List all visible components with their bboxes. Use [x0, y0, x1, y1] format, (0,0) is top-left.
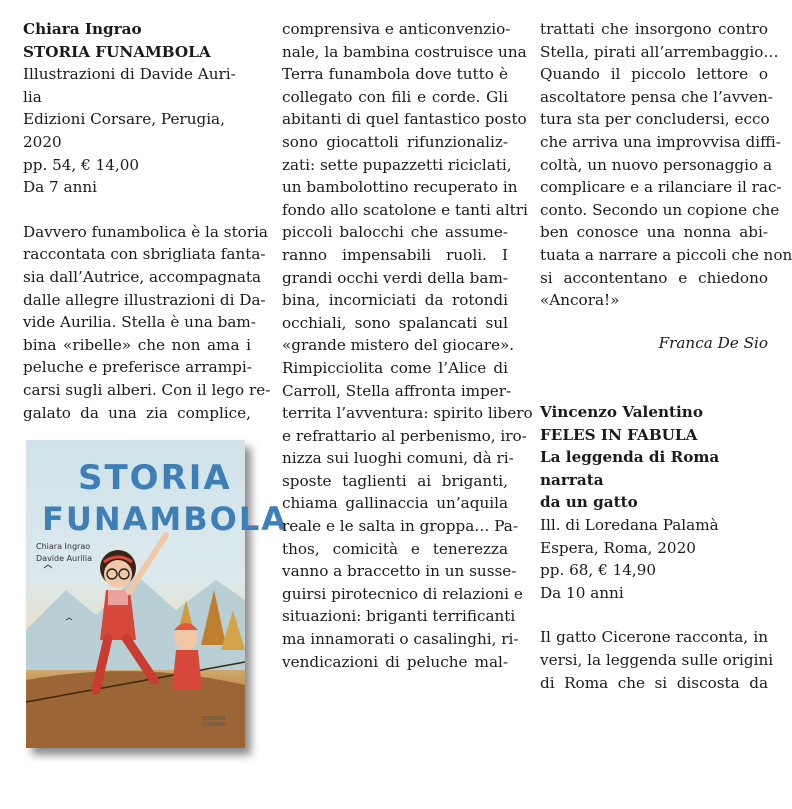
body-line: sono giocattoli rifunzionaliz- [282, 132, 508, 151]
pages-price: pp. 54, € 14,00 [23, 155, 140, 174]
body-line: nale, la bambina costruisce una [282, 42, 527, 61]
illustrator-line: lia [23, 87, 42, 106]
body-line: sposte taglienti ai briganti, [282, 471, 508, 490]
body-line: carsi sugli alberi. Con il lego re- [23, 380, 271, 399]
body-line: complicare e a rilanciare il rac- [540, 178, 782, 197]
illustrator-line: Ill. di Loredana Palamà [540, 515, 719, 534]
body-line: ma innamorati o casalinghi, ri- [282, 630, 519, 649]
book-author: Vincenzo Valentino [540, 403, 703, 421]
book-title: FELES IN FABULA [540, 425, 698, 444]
publisher-line: 2020 [23, 132, 62, 151]
body-line: «Ancora!» [540, 291, 620, 310]
book-subtitle: da un gatto [540, 493, 638, 512]
body-line: trattati che insorgono contro [540, 20, 768, 38]
column-1 [23, 18, 271, 424]
publisher-line: Edizioni Corsare, Perugia, [23, 110, 225, 129]
body-line: versi, la leggenda sulle origini [540, 650, 774, 669]
body-line: tura sta per concludersi, ecco [540, 110, 770, 129]
cover-publisher: EDIZIONI CORSARE [201, 716, 227, 728]
body-line: galato da una zia complice, [23, 403, 251, 422]
body-line: si accontentano e chiedono [540, 268, 768, 287]
review-body [23, 221, 271, 424]
body-line: occhiali, sono spalancati sul [282, 313, 508, 332]
body-line: ascoltatore pensa che l’avven- [540, 87, 773, 106]
body-line: Il gatto Cicerone racconta, in [540, 628, 768, 647]
cover-title: FUNAMBOLA [42, 500, 288, 538]
body-line: coltà, un nuovo personaggio a [540, 155, 773, 174]
body-line: ben conosce una nonna abi- [540, 223, 768, 242]
body-line: situazioni: briganti terrificanti [282, 607, 516, 626]
column-3 [540, 18, 792, 692]
body-line: guirsi pirotecnico di relazioni e [282, 584, 523, 603]
body-line: che arriva una improvvisa diffi- [540, 132, 781, 151]
body-line: vendicazioni di peluche mal- [282, 652, 508, 671]
body-line: Carroll, Stella affronta imper- [282, 381, 512, 400]
body-line: abitanti di quel fantastico posto [282, 110, 527, 129]
cover-author: Davide Aurilia [36, 554, 92, 563]
cover-title: STORIA [78, 458, 232, 498]
body-line: conto. Secondo un copione che [540, 200, 780, 219]
body-line: vanno a braccetto in un susse- [282, 562, 517, 581]
publisher-line: Espera, Roma, 2020 [540, 538, 696, 557]
body-line: collegato con fili e corde. Gli [282, 87, 508, 106]
body-line: bina, incorniciati da rotondi [282, 291, 508, 310]
body-line: zati: sette pupazzetti riciclati, [282, 155, 512, 174]
body-line: piccoli balocchi che assume- [282, 223, 508, 242]
body-line: nizza sui luoghi comuni, dà ri- [282, 449, 514, 468]
body-line: Quando il piccolo lettore o [540, 65, 768, 84]
body-line: Terra funambola dove tutto è [282, 65, 508, 84]
body-line: raccontata con sbrigliata fanta- [23, 245, 266, 264]
book-author: Chiara Ingrao [23, 20, 142, 38]
book-title: STORIA FUNAMBOLA [23, 42, 211, 61]
book-cover [26, 440, 288, 748]
body-line: Rimpicciolita come l’Alice di [282, 358, 508, 377]
second-review [540, 401, 774, 694]
body-line: peluche e preferisce arrampi- [23, 358, 252, 377]
body-line: vide Aurilia. Stella è una bam- [23, 313, 256, 332]
body-line: tuata a narrare a piccoli che non [540, 245, 792, 264]
column-2 [282, 18, 533, 673]
body-line: fondo allo scatolone e tanti altri [282, 200, 528, 219]
book-subtitle: La leggenda di Roma narrata [540, 448, 720, 489]
body-line: un bambolottino recuperato in [282, 178, 518, 197]
age-range: Da 10 anni [540, 583, 624, 602]
body-line: «grande mistero del giocare». [282, 336, 515, 355]
body-line: dalle allegre illustrazioni di Da- [23, 290, 266, 309]
body-line: di Roma che si discosta da [540, 673, 768, 692]
age-range: Da 7 anni [23, 178, 98, 197]
illustrator-line: Illustrazioni di Davide Auri- [23, 65, 236, 84]
body-line: comprensiva e anticonvenzio- [282, 20, 511, 38]
body-line: thos, comicità e tenerezza [282, 539, 508, 558]
pages-price: pp. 68, € 14,90 [540, 561, 657, 580]
body-line: bina «ribelle» che non ama i [23, 335, 251, 354]
body-line: reale e le salta in groppa… Pa- [282, 517, 518, 536]
body-line: e refrattario al perbenismo, iro- [282, 426, 527, 445]
cover-author: Chiara Ingrao [36, 542, 91, 551]
body-line: sia dall’Autrice, accompagnata [23, 267, 262, 286]
body-line: grandi occhi verdi della bam- [282, 268, 508, 287]
review-signature: Franca De Sio [658, 333, 768, 352]
body-line: chiama gallinaccia un’aquila [282, 494, 508, 513]
body-line: territa l’avventura: spirito libero [282, 404, 533, 423]
body-line: ranno impensabili ruoli. I [282, 245, 508, 264]
body-line: Stella, pirati all’arrembaggio… [540, 42, 779, 61]
body-line: Davvero funambolica è la storia [23, 222, 268, 241]
